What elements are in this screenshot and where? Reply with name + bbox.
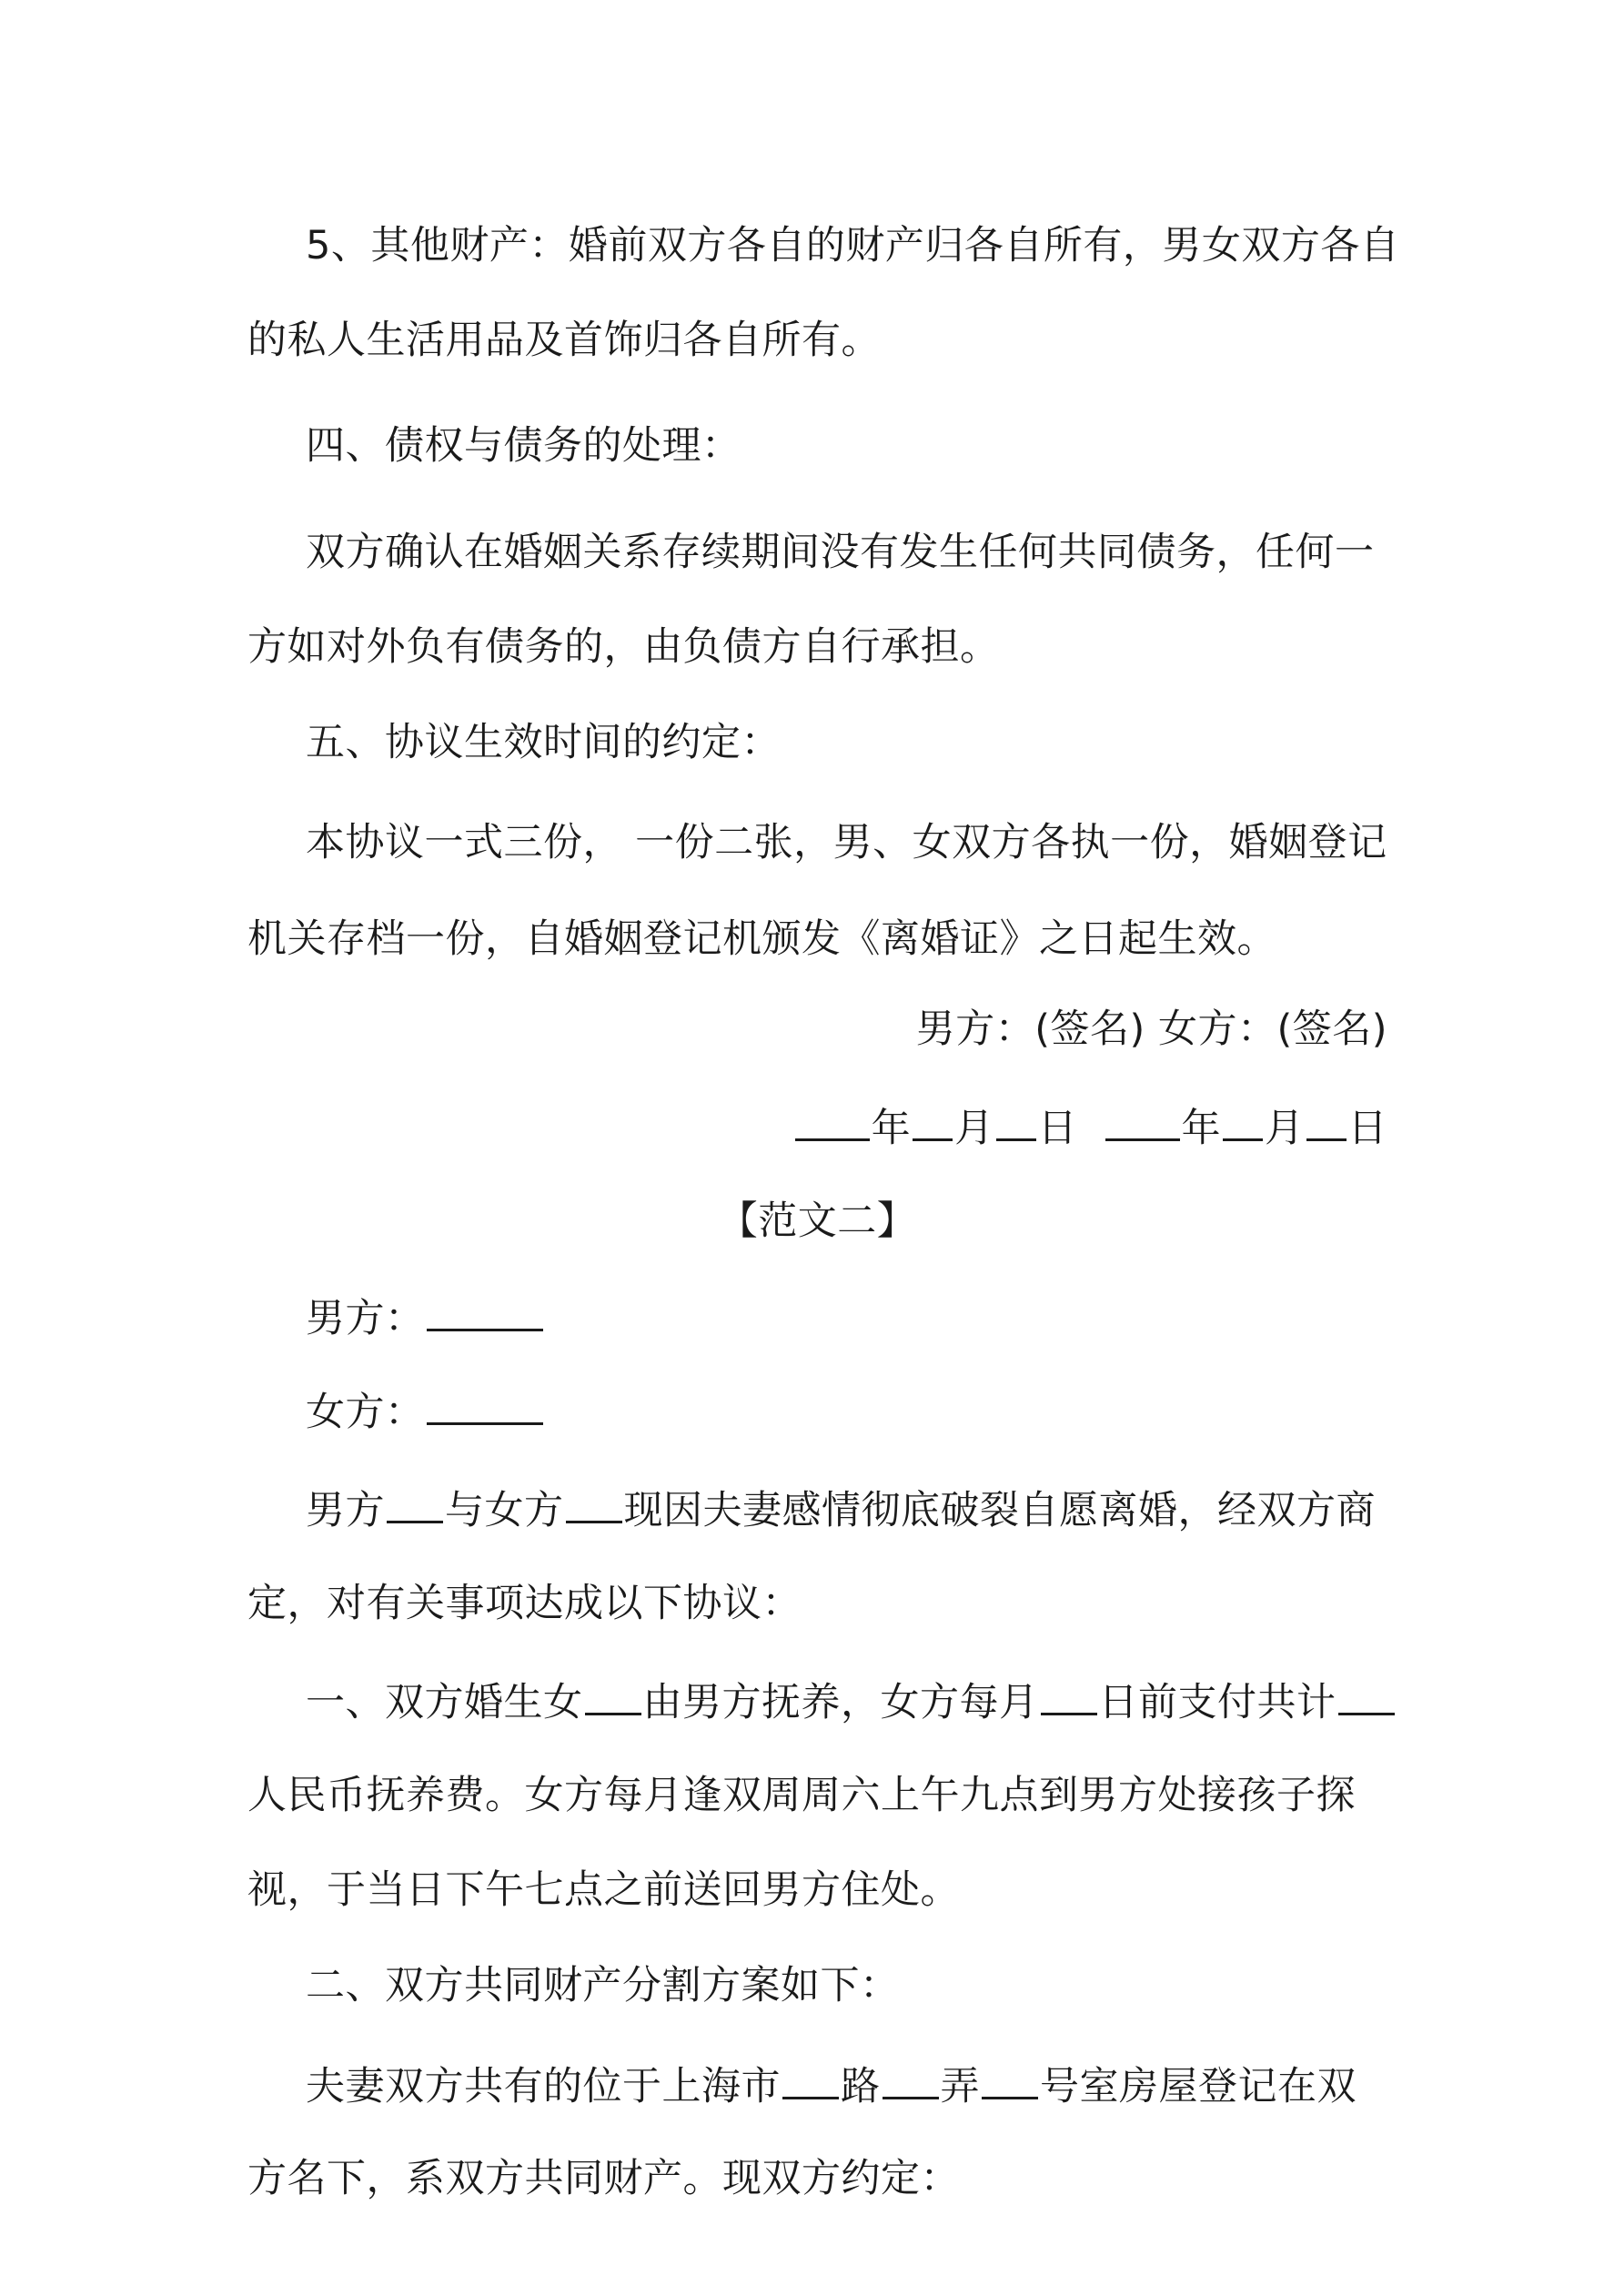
paragraph-line: 机关存档一份，自婚姻登记机颁发《离婚证》之日起生效。 <box>247 916 1276 962</box>
text-fragment: 与女方 <box>445 1488 564 1533</box>
blank-field <box>585 1673 641 1715</box>
section-heading-debts: 四、债权与债务的处理： <box>306 423 741 469</box>
female-party-line <box>247 1382 1387 1437</box>
year-label: 年 <box>871 1106 912 1151</box>
text-fragment: 号室房屋登记在双 <box>1040 2064 1357 2109</box>
blank-male-name <box>427 1289 543 1331</box>
day-label: 日 <box>1347 1106 1387 1151</box>
blank-field <box>782 2057 839 2099</box>
blank-year <box>795 1098 870 1141</box>
blank-year <box>1105 1098 1180 1141</box>
blank-field <box>982 2057 1038 2099</box>
text-fragment: 夫妻双方共有的位于上海市 <box>306 2064 781 2109</box>
blank-field <box>387 1481 443 1523</box>
male-party-line <box>247 1289 1387 1343</box>
text-fragment: 由男方抚养，女方每月 <box>642 1680 1039 1725</box>
paragraph-line: 本协议一式三份， 一份二张，男、女双方各执一份，婚姻登记 <box>306 820 1387 865</box>
blank-field <box>566 1481 622 1523</box>
text-fragment: 现因夫妻感情彻底破裂自愿离婚，经双方商 <box>623 1488 1376 1533</box>
paragraph-line: 5、其他财产：婚前双方各自的财产归各自所有，男女双方各自 <box>306 223 1400 268</box>
blank-field <box>1338 1673 1395 1715</box>
paragraph-line: 方如对外负有债务的，由负债方自行承担。 <box>247 624 1000 670</box>
blank-month <box>913 1098 953 1141</box>
blank-field <box>1041 1673 1097 1715</box>
blank-female-name <box>427 1382 543 1425</box>
blank-month <box>1223 1098 1263 1141</box>
paragraph-line: 方名下，系双方共同财产。现双方约定： <box>247 2156 960 2201</box>
day-label: 日 <box>1037 1106 1078 1151</box>
paragraph-line <box>247 1673 1387 1727</box>
paragraph-line: 人民币抚养费。女方每月逢双周周六上午九点到男方处接孩子探 <box>247 1773 1356 1818</box>
signature-line: 男方：(签名) 女方：(签名) <box>915 1006 1387 1052</box>
blank-field <box>883 2057 939 2099</box>
text-fragment: 弄 <box>940 2064 980 2109</box>
paragraph-line: 定，对有关事项达成以下协议： <box>247 1581 802 1626</box>
text-fragment: 一、双方婚生女 <box>306 1680 583 1725</box>
text-fragment: 男方 <box>306 1488 385 1533</box>
paragraph-line: 的私人生活用品及首饰归各自所有。 <box>247 318 881 363</box>
paragraph-line: 视，于当日下午七点之前送回男方住处。 <box>247 1867 960 1913</box>
date-line <box>247 1098 1387 1153</box>
female-party-label: 女方： <box>306 1390 425 1435</box>
paragraph-line <box>247 1481 1387 1535</box>
month-label: 月 <box>954 1106 994 1151</box>
blank-day <box>996 1098 1036 1141</box>
text-fragment: 路 <box>841 2064 881 2109</box>
paragraph-line <box>247 2057 1387 2111</box>
blank-day <box>1306 1098 1347 1141</box>
section-heading-effective-time: 五、协议生效时间的约定： <box>306 720 781 765</box>
male-party-label: 男方： <box>306 1296 425 1341</box>
section-title-sample-two: 【范文二】 <box>718 1199 917 1244</box>
section-heading-property: 二、双方共同财产分割方案如下： <box>306 1963 900 2008</box>
month-label: 月 <box>1265 1106 1305 1151</box>
paragraph-line: 双方确认在婚姻关系存续期间没有发生任何共同债务，任何一 <box>306 530 1375 575</box>
year-label: 年 <box>1181 1106 1221 1151</box>
text-fragment: 日前支付共计 <box>1098 1680 1337 1725</box>
